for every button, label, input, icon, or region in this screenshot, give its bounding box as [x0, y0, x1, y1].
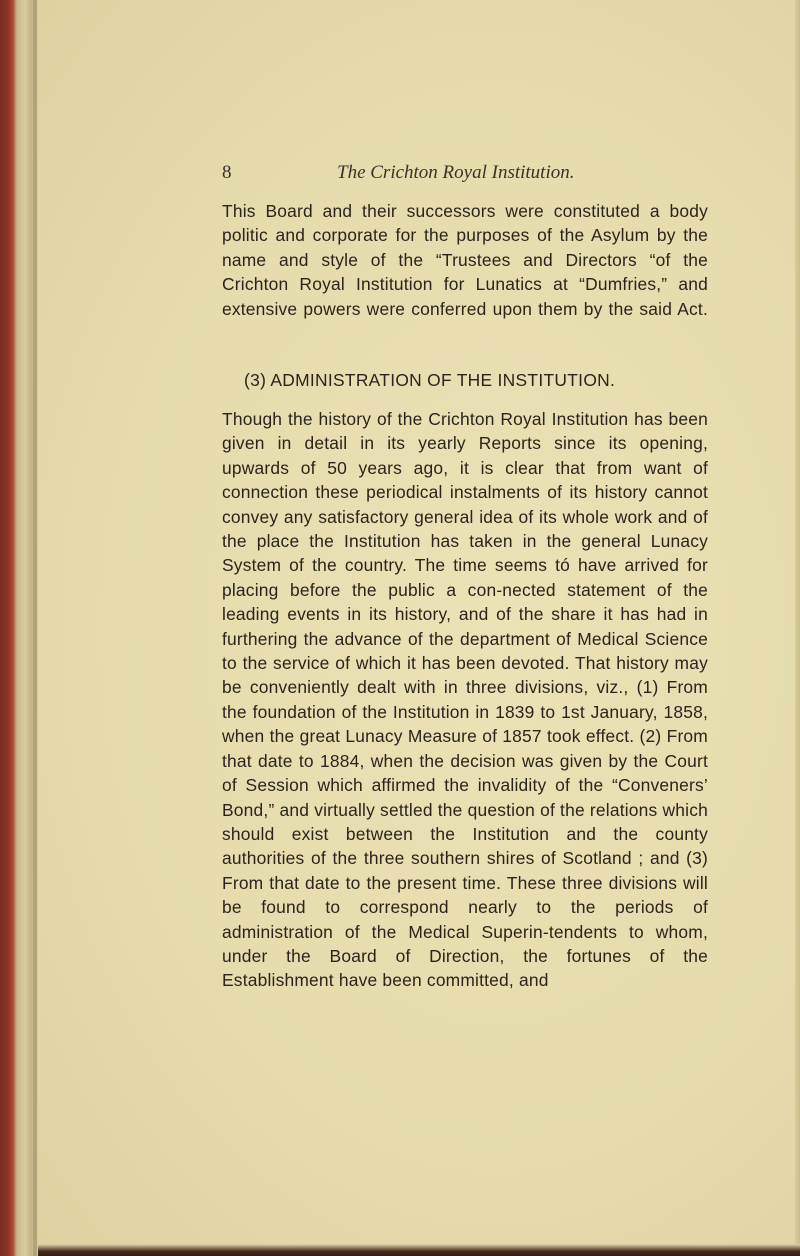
- page-bottom-edge: [38, 1244, 800, 1256]
- running-title: The Crichton Royal Institution.: [337, 162, 575, 183]
- paragraph-board-constitution: This Board and their successors were constituted a body politic and corporate for the purposes of the Asylum by the name and style of the “Trustees and Directors “of the Crichton Royal Institution for Lunatics at “Dumfries,” and extensive powers were conferred upon them by the said Act.: [222, 201, 708, 319]
- page-number: 8: [222, 162, 232, 183]
- running-header: [222, 162, 642, 192]
- paragraph-administration: Though the history of the Crichton Royal Institution has been given in detail in its yearly Reports since its opening, upwards of 50 years ago, it is clear that from want of connection these periodical instalments of its history cannot convey any satisfactory general idea of its whole work and of the place the Institution has taken in the general Lunacy System of the country. The time seems tó have arrived for placing before the public a con-nected statement of the leading events in its history, and of the share it has had in furthering the advance of the department of Medical Science to the service of which it has been devoted. That history may be conveniently dealt with in three divisions, viz., (1) From the foundation of the Institution in 1839 to 1st January, 1858, when the great Lunacy Measure of 1857 took effect. (2) From that date to 1884, when the decision was given by the Court of Session which affirmed the invalidity of the “Conveners’ Bond,” and virtually settled the question of the relations which should exist between the Institution and the county authorities of the three southern shires of Scotland ; and (3) From that date to the present time. These three divisions will be found to correspond nearly to the periods of administration of the Medical Superin-tendents to whom, under the Board of Direction, the fortunes of the Establishment have been committed, and: [222, 409, 708, 991]
- section-heading: (3) ADMINISTRATION OF THE INSTITUTION.: [244, 370, 616, 390]
- page-right-edge: [795, 0, 800, 1256]
- spine-edge: [33, 0, 37, 1256]
